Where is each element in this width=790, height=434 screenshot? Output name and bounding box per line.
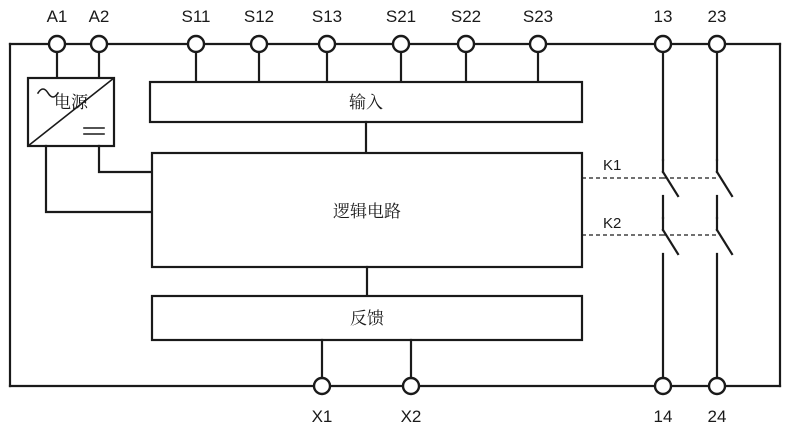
terminal-label-s21: S21 [385, 7, 417, 26]
terminal-node-23[interactable] [709, 36, 725, 52]
terminal-node-s22[interactable] [458, 36, 474, 52]
terminal-label-23: 23 [707, 7, 727, 26]
terminal-label-a2: A2 [88, 7, 110, 26]
terminal-label-x2: X2 [400, 407, 422, 426]
terminal-node-s21[interactable] [393, 36, 409, 52]
terminal-label-s22: S22 [450, 7, 482, 26]
terminal-label-s23: S23 [522, 7, 554, 26]
power-output-wires [46, 146, 152, 212]
terminal-node-a2[interactable] [91, 36, 107, 52]
terminal-node-14[interactable] [655, 378, 671, 394]
block-feedback [152, 296, 582, 340]
terminal-node-s11[interactable] [188, 36, 204, 52]
terminal-node-a1[interactable] [49, 36, 65, 52]
terminal-label-13: 13 [653, 7, 673, 26]
block-power [28, 78, 114, 146]
block-feedback-label: 反馈 [350, 309, 384, 328]
terminal-node-s23[interactable] [530, 36, 546, 52]
terminal-label-x1: X1 [311, 407, 333, 426]
terminal-label-14: 14 [653, 407, 673, 426]
terminal-node-x1[interactable] [314, 378, 330, 394]
block-input-label: 输入 [349, 93, 383, 112]
contact-k1-channel-13-14 [663, 160, 678, 218]
terminal-label-24: 24 [707, 407, 727, 426]
contact-k2-channel-23-24 [717, 218, 732, 376]
contact-k1-channel-23-24 [717, 160, 732, 218]
terminal-node-s13[interactable] [319, 36, 335, 52]
terminal-label-a1: A1 [46, 7, 68, 26]
terminal-node-24[interactable] [709, 378, 725, 394]
terminal-label-s12: S12 [243, 7, 275, 26]
terminal-node-13[interactable] [655, 36, 671, 52]
relay-label-k2: K2 [603, 215, 622, 232]
feedback-output-wires [322, 340, 411, 376]
block-logic-label: 逻辑电路 [333, 202, 401, 221]
terminal-node-x2[interactable] [403, 378, 419, 394]
block-logic [152, 153, 582, 267]
relay-label-k1: K1 [603, 157, 622, 174]
terminal-node-s12[interactable] [251, 36, 267, 52]
contact-k2-channel-13-14 [663, 218, 678, 376]
block-input [150, 82, 582, 122]
terminal-label-s11: S11 [181, 7, 211, 26]
terminal-label-s13: S13 [311, 7, 343, 26]
block-power-label: 电源 [54, 93, 88, 112]
